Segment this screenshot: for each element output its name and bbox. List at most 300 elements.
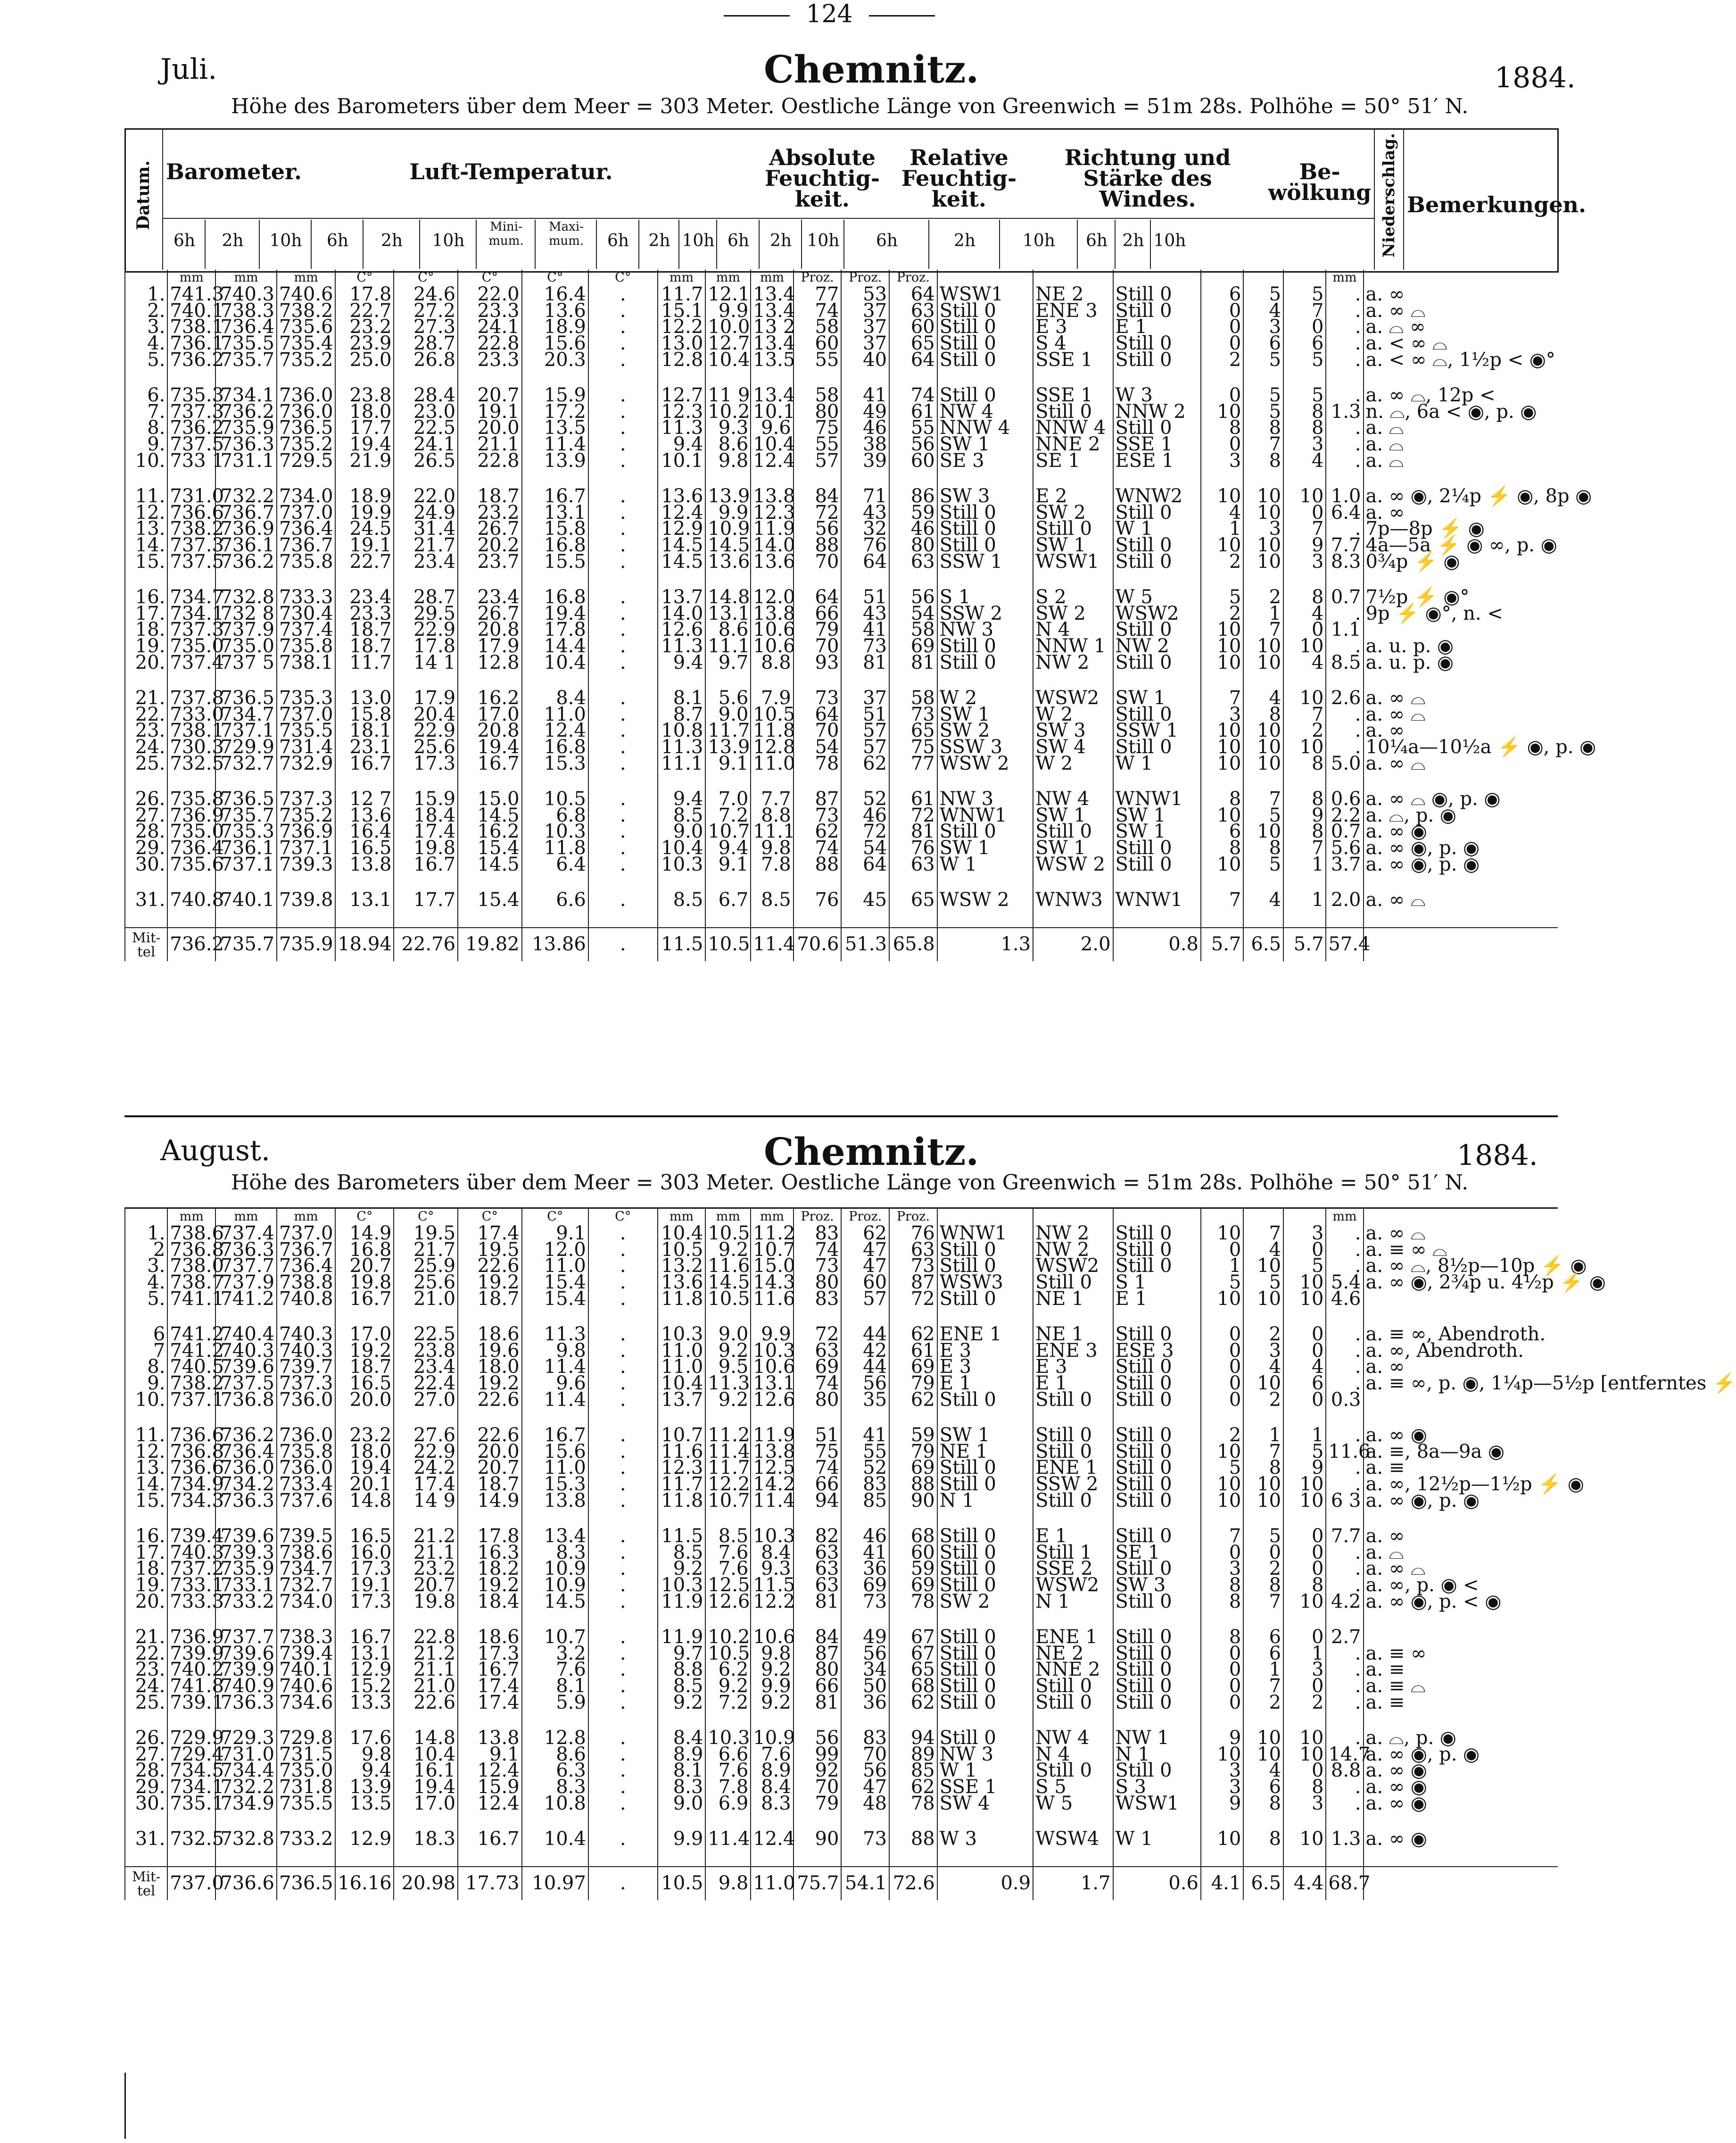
table-cell: 14.8: [335, 1493, 394, 1509]
unit-cell: mm: [751, 1208, 793, 1225]
table-cell: .: [1326, 1427, 1363, 1444]
table-cell: 15.4: [522, 1274, 588, 1291]
table-cell: [458, 1847, 522, 1867]
table-cell: 7.7: [1326, 537, 1363, 554]
hour-header-cell: 10h: [419, 220, 477, 269]
table-cell: 741.2: [167, 1326, 215, 1343]
table-cell: 59: [889, 505, 937, 521]
table-cell: SW 2: [1033, 505, 1113, 521]
table-cell: 3: [1243, 1343, 1283, 1359]
table-cell: 75: [794, 420, 842, 436]
table-cell: 739.6: [215, 1645, 277, 1662]
table-cell: 735.0: [215, 638, 277, 655]
table-cell: .: [588, 1274, 658, 1291]
table-cell: .: [588, 521, 658, 537]
table-cell: 8.3: [658, 1779, 706, 1795]
table-cell: 12.8: [751, 739, 793, 756]
table-cell: 8.5: [658, 1545, 706, 1561]
table-cell: 14.5: [522, 1594, 588, 1610]
remarks-cell: a. ∞ ◉: [1364, 1795, 1558, 1812]
table-cell: 80: [889, 537, 937, 554]
table-cell: 7: [1243, 622, 1283, 638]
table-cell: 9.2: [751, 1661, 793, 1678]
table-cell: 738.3: [215, 303, 277, 319]
table-cell: 10: [1243, 554, 1283, 570]
table-cell: .: [588, 1476, 658, 1493]
mean-cell: 10.5: [658, 1867, 706, 1900]
table-cell: 23.2: [335, 319, 394, 335]
remarks-cell: a. ⌓: [1364, 436, 1558, 453]
mean-cell: 72.6: [889, 1867, 937, 1900]
table-cell: 8.6: [705, 436, 751, 453]
table-cell: 14.9: [458, 1493, 522, 1509]
table-cell: 49: [841, 1629, 889, 1645]
table-cell: 65: [889, 723, 937, 739]
table-cell: .: [1326, 1779, 1363, 1795]
table-cell: 17.7: [394, 892, 458, 908]
date-cell: 27.: [125, 807, 167, 824]
table-cell: 74: [794, 1375, 842, 1392]
table-cell: 10.1: [751, 404, 793, 420]
table-cell: 736.0: [277, 1460, 335, 1476]
table-cell: 7.6: [522, 1661, 588, 1678]
table-cell: 83: [794, 1225, 842, 1242]
table-cell: 7: [1283, 706, 1326, 723]
table-cell: 10: [1243, 1746, 1283, 1763]
city-title: Chemnitz.: [764, 1130, 979, 1174]
table-cell: 7: [1283, 521, 1326, 537]
table-cell: .: [1326, 1678, 1363, 1694]
table-cell: WSW 2: [937, 892, 1033, 908]
table-cell: 24.5: [335, 521, 394, 537]
table-cell: 10: [1243, 1493, 1283, 1509]
table-cell: 11.9: [751, 521, 793, 537]
table-row: [125, 505, 1558, 521]
table-cell: 13.8: [335, 856, 394, 873]
table-cell: 70: [841, 1746, 889, 1763]
table-cell: WNW1: [937, 1225, 1033, 1242]
table-cell: 89: [889, 1746, 937, 1763]
table-cell: 2: [1243, 1694, 1283, 1711]
table-cell: 2: [1243, 589, 1283, 606]
table-row: [125, 352, 1558, 368]
table-cell: 735.5: [277, 723, 335, 739]
table-cell: Still 0: [937, 1694, 1033, 1711]
table-cell: 9.1: [458, 1746, 522, 1763]
table-cell: 84: [794, 1629, 842, 1645]
table-cell: 22.0: [458, 286, 522, 303]
table-cell: 14.5: [658, 537, 706, 554]
table-cell: 8.4: [751, 1545, 793, 1561]
table-cell: 735.3: [215, 823, 277, 840]
unit-cell: mm: [1326, 270, 1363, 286]
table-cell: 2: [1201, 606, 1243, 622]
date-cell: 9.: [125, 436, 167, 453]
table-cell: 3: [1243, 319, 1283, 335]
table-cell: W 1: [937, 1762, 1033, 1779]
table-cell: Still 0: [937, 1258, 1033, 1274]
table-cell: 7: [1243, 1444, 1283, 1460]
table-cell: 8: [1283, 404, 1326, 420]
table-cell: 5: [1201, 589, 1243, 606]
table-cell: 11.3: [658, 420, 706, 436]
table-cell: 3: [1201, 706, 1243, 723]
table-cell: 14.7: [1326, 1746, 1363, 1763]
table-cell: 43: [841, 505, 889, 521]
remarks-cell: a. ∞: [1364, 1359, 1558, 1375]
table-cell: 736.1: [215, 840, 277, 856]
table-cell: 21.1: [394, 1661, 458, 1678]
table-cell: 22.6: [458, 1427, 522, 1444]
table-cell: NW 1: [1113, 1730, 1201, 1746]
table-cell: 735.0: [167, 823, 215, 840]
table-cell: 10: [1243, 739, 1283, 756]
table-cell: 740.1: [277, 1661, 335, 1678]
table-cell: 45: [841, 892, 889, 908]
table-cell: 22.6: [458, 1258, 522, 1274]
table-cell: 10.5: [705, 1645, 751, 1662]
table-cell: 732.5: [167, 756, 215, 772]
table-cell: 8: [1243, 1577, 1283, 1594]
table-cell: 14.4: [522, 638, 588, 655]
table-cell: 13.4: [522, 1528, 588, 1545]
table-cell: WNW1: [1113, 892, 1201, 908]
table-cell: 65: [889, 335, 937, 352]
table-cell: Still 1: [1033, 1545, 1113, 1561]
table-cell: 8.8: [751, 807, 793, 824]
table-row: [125, 1545, 1558, 1561]
date-cell: 22.: [125, 1645, 167, 1662]
table-cell: 20.7: [394, 1577, 458, 1594]
table-cell: .: [588, 622, 658, 638]
table-row: [125, 1779, 1558, 1795]
table-cell: 8.3: [1326, 554, 1363, 570]
table-cell: 10.7: [751, 1242, 793, 1258]
table-cell: 6.6: [522, 892, 588, 908]
remarks-cell: a. ∞: [1364, 723, 1558, 739]
table-cell: 10: [1201, 723, 1243, 739]
table-cell: 10: [1201, 655, 1243, 671]
table-cell: 1: [1283, 1645, 1326, 1662]
table-cell: 735.2: [277, 436, 335, 453]
mean-cell: 4.4: [1283, 1867, 1326, 1900]
table-cell: 37: [841, 690, 889, 706]
table-cell: .: [588, 1528, 658, 1545]
table-cell: 11.0: [658, 1359, 706, 1375]
table-cell: 14.5: [705, 1274, 751, 1291]
row-gap: [125, 908, 1558, 928]
remarks-cell: a. ∞ ◉, p. < ◉: [1364, 1594, 1558, 1610]
mean-cell: 22.76: [394, 928, 458, 961]
table-cell: 9.2: [705, 1343, 751, 1359]
table-cell: NW 2: [1033, 1242, 1113, 1258]
table-cell: 12.9: [658, 521, 706, 537]
table-cell: 60: [889, 1545, 937, 1561]
table-cell: 10.8: [522, 1795, 588, 1812]
table-cell: 732.7: [277, 1577, 335, 1594]
hour-header-cell: 2h: [928, 220, 1000, 269]
table-cell: SSW 1: [1113, 723, 1201, 739]
table-cell: E 3: [937, 1359, 1033, 1375]
unit-cell: mm: [705, 1208, 751, 1225]
table-cell: .: [588, 1460, 658, 1476]
unit-cell: Proz.: [841, 270, 889, 286]
remarks-cell: a. ∞ ⌓, 8½p—10p ⚡ ◉: [1364, 1258, 1558, 1274]
table-cell: 12.2: [658, 319, 706, 335]
table-cell: 37: [841, 303, 889, 319]
table-cell: 15.2: [335, 1678, 394, 1694]
table-cell: .: [588, 1392, 658, 1408]
table-cell: 74: [794, 1460, 842, 1476]
table-cell: .: [588, 1291, 658, 1307]
table-cell: 19.8: [394, 1594, 458, 1610]
table-cell: 733.2: [277, 1831, 335, 1847]
remarks-cell: a. ≡ ∞, Abendroth.: [1364, 1326, 1558, 1343]
table-cell: SW 3: [937, 488, 1033, 505]
date-cell: 1.: [125, 1225, 167, 1242]
table-cell: 729.5: [277, 453, 335, 469]
table-cell: .: [1326, 319, 1363, 335]
table-cell: 86: [889, 488, 937, 505]
table-cell: 11.9: [751, 1427, 793, 1444]
table-cell: 737 5: [215, 655, 277, 671]
table-cell: 17.4: [458, 1225, 522, 1242]
table-cell: 19.8: [394, 840, 458, 856]
table-cell: Still 0: [1113, 1258, 1201, 1274]
table-cell: Still 0: [1113, 554, 1201, 570]
hour-header-cell: 2h: [638, 220, 679, 269]
month-title: August.: [160, 1134, 270, 1167]
table-cell: 11.5: [751, 1577, 793, 1594]
table-cell: NW 2: [1113, 638, 1201, 655]
table-row: [125, 655, 1558, 671]
table-cell: 13.4: [751, 387, 793, 404]
table-cell: 3: [1201, 1561, 1243, 1577]
table-cell: 10: [1201, 1444, 1243, 1460]
table-cell: W 5: [1033, 1795, 1113, 1812]
table-cell: 13.4: [751, 335, 793, 352]
table-cell: 12.4: [658, 505, 706, 521]
table-cell: 20.7: [335, 1258, 394, 1274]
table-cell: 20.1: [335, 1476, 394, 1493]
table-cell: 94: [889, 1730, 937, 1746]
table-cell: 13.6: [705, 554, 751, 570]
hour-header-cell: 6h: [843, 220, 929, 269]
table-cell: 1: [1283, 892, 1326, 908]
table-cell: 79: [794, 622, 842, 638]
table-cell: 70: [794, 723, 842, 739]
table-cell: 10: [1201, 1291, 1243, 1307]
table-cell: 731.1: [215, 453, 277, 469]
table-cell: Still 0: [1113, 420, 1201, 436]
table-cell: 23.3: [458, 303, 522, 319]
table-cell: 22.9: [394, 622, 458, 638]
table-cell: 739.3: [277, 856, 335, 873]
table-cell: 9.3: [705, 420, 751, 436]
table-cell: 17.3: [335, 1594, 394, 1610]
table-cell: 37: [841, 319, 889, 335]
table-cell: 55: [889, 420, 937, 436]
table-cell: 10: [1201, 638, 1243, 655]
remarks-cell: n. ⌓, 6a < ◉, p. ◉: [1364, 404, 1558, 420]
table-cell: 8: [1201, 1594, 1243, 1610]
table-cell: 0: [1201, 1678, 1243, 1694]
date-cell: 23.: [125, 1661, 167, 1678]
table-cell: 58: [794, 387, 842, 404]
table-cell: 7.7: [1326, 1528, 1363, 1545]
table-cell: 36: [841, 1694, 889, 1711]
table-row: [125, 286, 1558, 303]
table-cell: 81: [794, 1694, 842, 1711]
table-cell: W 3: [1113, 387, 1201, 404]
table-cell: 11.0: [658, 1343, 706, 1359]
table-cell: 14.5: [658, 554, 706, 570]
table-cell: 737.0: [277, 1225, 335, 1242]
mean-cell: 70.6: [794, 928, 842, 961]
table-cell: 4: [1243, 1242, 1283, 1258]
table-cell: 7: [1243, 1225, 1283, 1242]
table-cell: 9.0: [705, 1326, 751, 1343]
table-cell: 11.5: [658, 1528, 706, 1545]
table-cell: 737.3: [167, 404, 215, 420]
table-cell: .: [588, 1343, 658, 1359]
table-cell: 73: [889, 706, 937, 723]
unit-cell: mm: [751, 270, 793, 286]
date-cell: 1.: [125, 286, 167, 303]
mean-cell: 735.9: [277, 928, 335, 961]
table-cell: .: [588, 1444, 658, 1460]
table-cell: 10.3: [751, 1528, 793, 1545]
table-cell: Still 0: [1113, 286, 1201, 303]
table-cell: 11.0: [522, 1258, 588, 1274]
table-cell: 10.0: [705, 319, 751, 335]
date-cell: 3.: [125, 319, 167, 335]
table-cell: .: [1326, 521, 1363, 537]
table-cell: 67: [889, 1629, 937, 1645]
table-cell: 9.8: [705, 453, 751, 469]
table-cell: 736.4: [167, 840, 215, 856]
table-cell: 11.8: [658, 1493, 706, 1509]
table-cell: 18.6: [458, 1326, 522, 1343]
table-cell: 16.2: [458, 823, 522, 840]
remarks-cell: 4a—5a ⚡ ◉ ∞, p. ◉: [1364, 537, 1558, 554]
table-cell: 8.1: [658, 1762, 706, 1779]
table-cell: 738.6: [277, 1545, 335, 1561]
table-cell: .: [588, 892, 658, 908]
table-cell: 73: [841, 1594, 889, 1610]
table-cell: 27.2: [394, 303, 458, 319]
table-cell: Still 0: [1113, 1460, 1201, 1476]
mean-cell: 11.5: [658, 928, 706, 961]
table-cell: SSW 2: [937, 606, 1033, 622]
table-cell: 18.1: [335, 723, 394, 739]
table-cell: Still 0: [1033, 521, 1113, 537]
table-cell: 13.6: [658, 488, 706, 505]
datum-header: Datum.: [124, 128, 163, 270]
table-cell: 736.3: [215, 1694, 277, 1711]
date-cell: 23.: [125, 723, 167, 739]
table-cell: 65: [889, 1661, 937, 1678]
table-cell: 19.6: [458, 1343, 522, 1359]
table-cell: 63: [794, 1343, 842, 1359]
table-cell: 12.6: [751, 1392, 793, 1408]
table-cell: 10.9: [705, 521, 751, 537]
remarks-cell: a. ∞, 12½p—1½p ⚡ ◉: [1364, 1476, 1558, 1493]
table-cell: 8.5: [658, 807, 706, 824]
table-cell: 14.5: [458, 807, 522, 824]
table-cell: 11.4: [522, 1392, 588, 1408]
table-cell: 19.5: [458, 1242, 522, 1258]
table-cell: 70: [794, 1779, 842, 1795]
table-cell: 2.7: [1326, 1629, 1363, 1645]
mean-cell: 736.5: [277, 1867, 335, 1900]
table-cell: 739.5: [277, 1528, 335, 1545]
mean-row: [125, 928, 1558, 961]
table-cell: 1: [1283, 856, 1326, 873]
table-cell: 10.6: [751, 1629, 793, 1645]
table-cell: 6: [1283, 1375, 1326, 1392]
remarks-cell: a. ∞: [1364, 505, 1558, 521]
table-cell: 17.4: [458, 1694, 522, 1711]
table-cell: .: [1326, 1545, 1363, 1561]
table-cell: 736.4: [215, 319, 277, 335]
table-cell: Still 0: [937, 1645, 1033, 1662]
unit-cell: C°: [458, 270, 522, 286]
table-cell: 81: [889, 655, 937, 671]
table-cell: 11 9: [705, 387, 751, 404]
table-cell: 17.3: [335, 1561, 394, 1577]
table-cell: 64: [841, 856, 889, 873]
table-cell: 22.7: [335, 554, 394, 570]
table-cell: Still 0: [1113, 1629, 1201, 1645]
table-cell: 6.6: [705, 1746, 751, 1763]
table-cell: ESE 1: [1113, 453, 1201, 469]
table-cell: 23.4: [458, 589, 522, 606]
table-cell: 735.3: [167, 387, 215, 404]
table-cell: 16.7: [522, 1427, 588, 1444]
table-cell: 730.4: [277, 606, 335, 622]
table-cell: 21.2: [394, 1645, 458, 1662]
table-cell: Still 0: [937, 352, 1033, 368]
mean-cell: 65.8: [889, 928, 937, 961]
table-cell: Still 0: [1113, 1444, 1201, 1460]
table-cell: 83: [841, 1476, 889, 1493]
table-cell: 1: [1243, 1427, 1283, 1444]
table-cell: 13.7: [658, 1392, 706, 1408]
mean-cell: 736.2: [167, 928, 215, 961]
table-cell: 68: [889, 1678, 937, 1694]
table-cell: SW 3: [1113, 1577, 1201, 1594]
table-cell: 3.2: [522, 1645, 588, 1662]
table-cell: 731.8: [277, 1779, 335, 1795]
table-cell: 734.7: [167, 589, 215, 606]
table-cell: 731.0: [167, 488, 215, 505]
table-cell: 26.7: [458, 521, 522, 537]
table-cell: 23.4: [335, 589, 394, 606]
table-cell: 13.8: [458, 1730, 522, 1746]
table-cell: 3: [1283, 1661, 1326, 1678]
table-cell: 73: [889, 1258, 937, 1274]
table-cell: Still 0: [1033, 1762, 1113, 1779]
table-cell: 737.4: [167, 655, 215, 671]
table-cell: 22.8: [394, 1629, 458, 1645]
table-cell: 10: [1283, 488, 1326, 505]
table-cell: 46: [841, 420, 889, 436]
table-cell: 10: [1243, 638, 1283, 655]
table-cell: Still 0: [937, 823, 1033, 840]
table-cell: 54: [841, 840, 889, 856]
table-cell: [1326, 908, 1363, 928]
